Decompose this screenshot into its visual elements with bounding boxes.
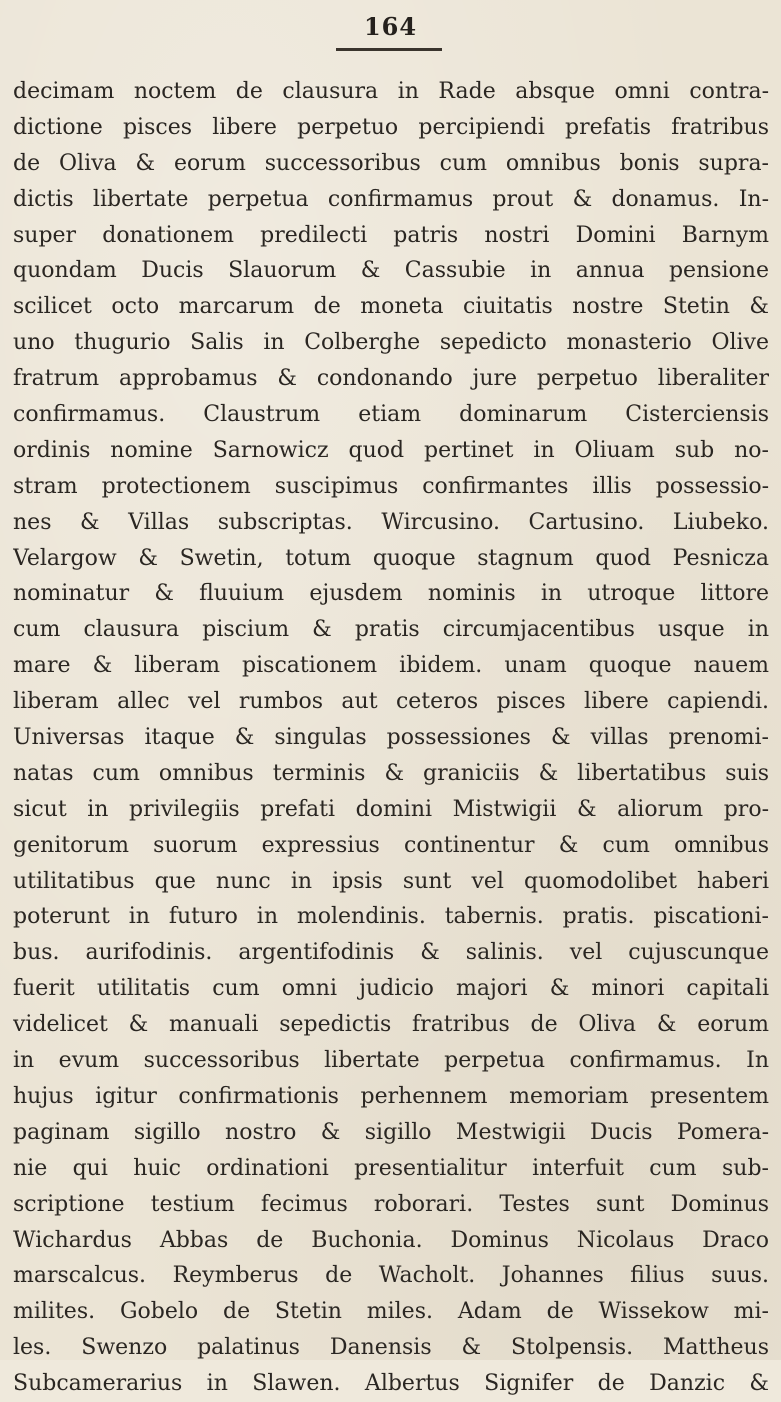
text-line: fratrum approbamus & condonando jure perpetuo liberaliter (13, 366, 769, 392)
text-line: in evum successoribus libertate perpetua confirmamus. In (13, 1048, 769, 1074)
text-line: Wichardus Abbas de Buchonia. Dominus Nicolaus Draco (13, 1227, 769, 1253)
page-number: 164 (363, 12, 418, 41)
text-line: mare & liberam piscationem ibidem. unam quoque nauem (13, 653, 769, 679)
text-line: poterunt in futuro in molendinis. tabernis. pratis. piscationi- (13, 904, 769, 930)
header-rule (336, 48, 442, 51)
text-line: scilicet octo marcarum de moneta ciuitatis nostre Stetin & (13, 294, 769, 320)
text-line: nominatur & fluuium ejusdem nominis in utroque littore (13, 581, 769, 607)
text-line: liberam allec vel rumbos aut ceteros pisces libere capiendi. (13, 689, 769, 715)
text-line: quondam Ducis Slauorum & Cassubie in annua pensione (13, 258, 769, 284)
text-line: scriptione testium fecimus roborari. Testes sunt Dominus (13, 1191, 769, 1217)
text-line: nie qui huic ordinationi presentialitur interfuit cum sub- (13, 1155, 769, 1181)
text-line: de Oliva & eorum successoribus cum omnibus bonis supra- (13, 150, 769, 176)
text-line: dictione pisces libere perpetuo percipiendi prefatis fratribus (13, 114, 769, 140)
text-line: Velargow & Swetin, totum quoque stagnum quod Pesnicza (13, 545, 769, 571)
text-line: dictis libertate perpetua confirmamus prout & donamus. In- (13, 186, 769, 212)
text-line: nes & Villas subscriptas. Wircusino. Cartusino. Liubeko. (13, 509, 769, 535)
text-body (13, 74, 769, 1402)
text-line: videlicet & manuali sepedictis fratribus de Oliva & eorum (13, 1012, 769, 1038)
text-line: super donationem predilecti patris nostri Domini Barnym (13, 222, 769, 248)
text-line: cum clausura piscium & pratis circumjacentibus usque in (13, 617, 769, 643)
text-line: ordinis nomine Sarnowicz quod pertinet in Oliuam sub no- (13, 437, 769, 463)
text-line: milites. Gobelo de Stetin miles. Adam de Wissekow mi- (13, 1299, 769, 1325)
text-line: marscalcus. Reymberus de Wacholt. Johannes filius suus. (13, 1263, 769, 1289)
text-line: stram protectionem suscipimus confirmantes illis possessio- (13, 473, 769, 499)
text-line: natas cum omnibus terminis & graniciis & libertatibus suis (13, 760, 769, 786)
text-line: decimam noctem de clausura in Rade absque omni contra- (13, 79, 769, 104)
text-line: Universas itaque & singulas possessiones & villas prenomi- (13, 725, 769, 751)
text-line: confirmamus. Claustrum etiam dominarum Cisterciensis (13, 402, 769, 428)
text-line: sicut in privilegiis prefati domini Mistwigii & aliorum pro- (13, 796, 769, 822)
text-line: uno thugurio Salis in Colberghe sepedicto monasterio Olive (13, 330, 769, 356)
text-line: les. Swenzo palatinus Danensis & Stolpensis. Mattheus (13, 1335, 769, 1361)
text-line: paginam sigillo nostro & sigillo Mestwigii Ducis Pomera- (13, 1119, 769, 1145)
text-line: fuerit utilitatis cum omni judicio majori & minori capitali (13, 976, 769, 1002)
text-line: genitorum suorum expressius continentur & cum omnibus (13, 832, 769, 858)
text-line: bus. aurifodinis. argentifodinis & salinis. vel cujuscunque (13, 940, 769, 966)
text-line: utilitatibus que nunc in ipsis sunt vel quomodolibet haberi (13, 868, 769, 894)
text-line: hujus igitur confirmationis perhennem memoriam presentem (13, 1083, 769, 1109)
text-line: Subcamerarius in Slawen. Albertus Signifer de Danzic & (13, 1371, 769, 1397)
